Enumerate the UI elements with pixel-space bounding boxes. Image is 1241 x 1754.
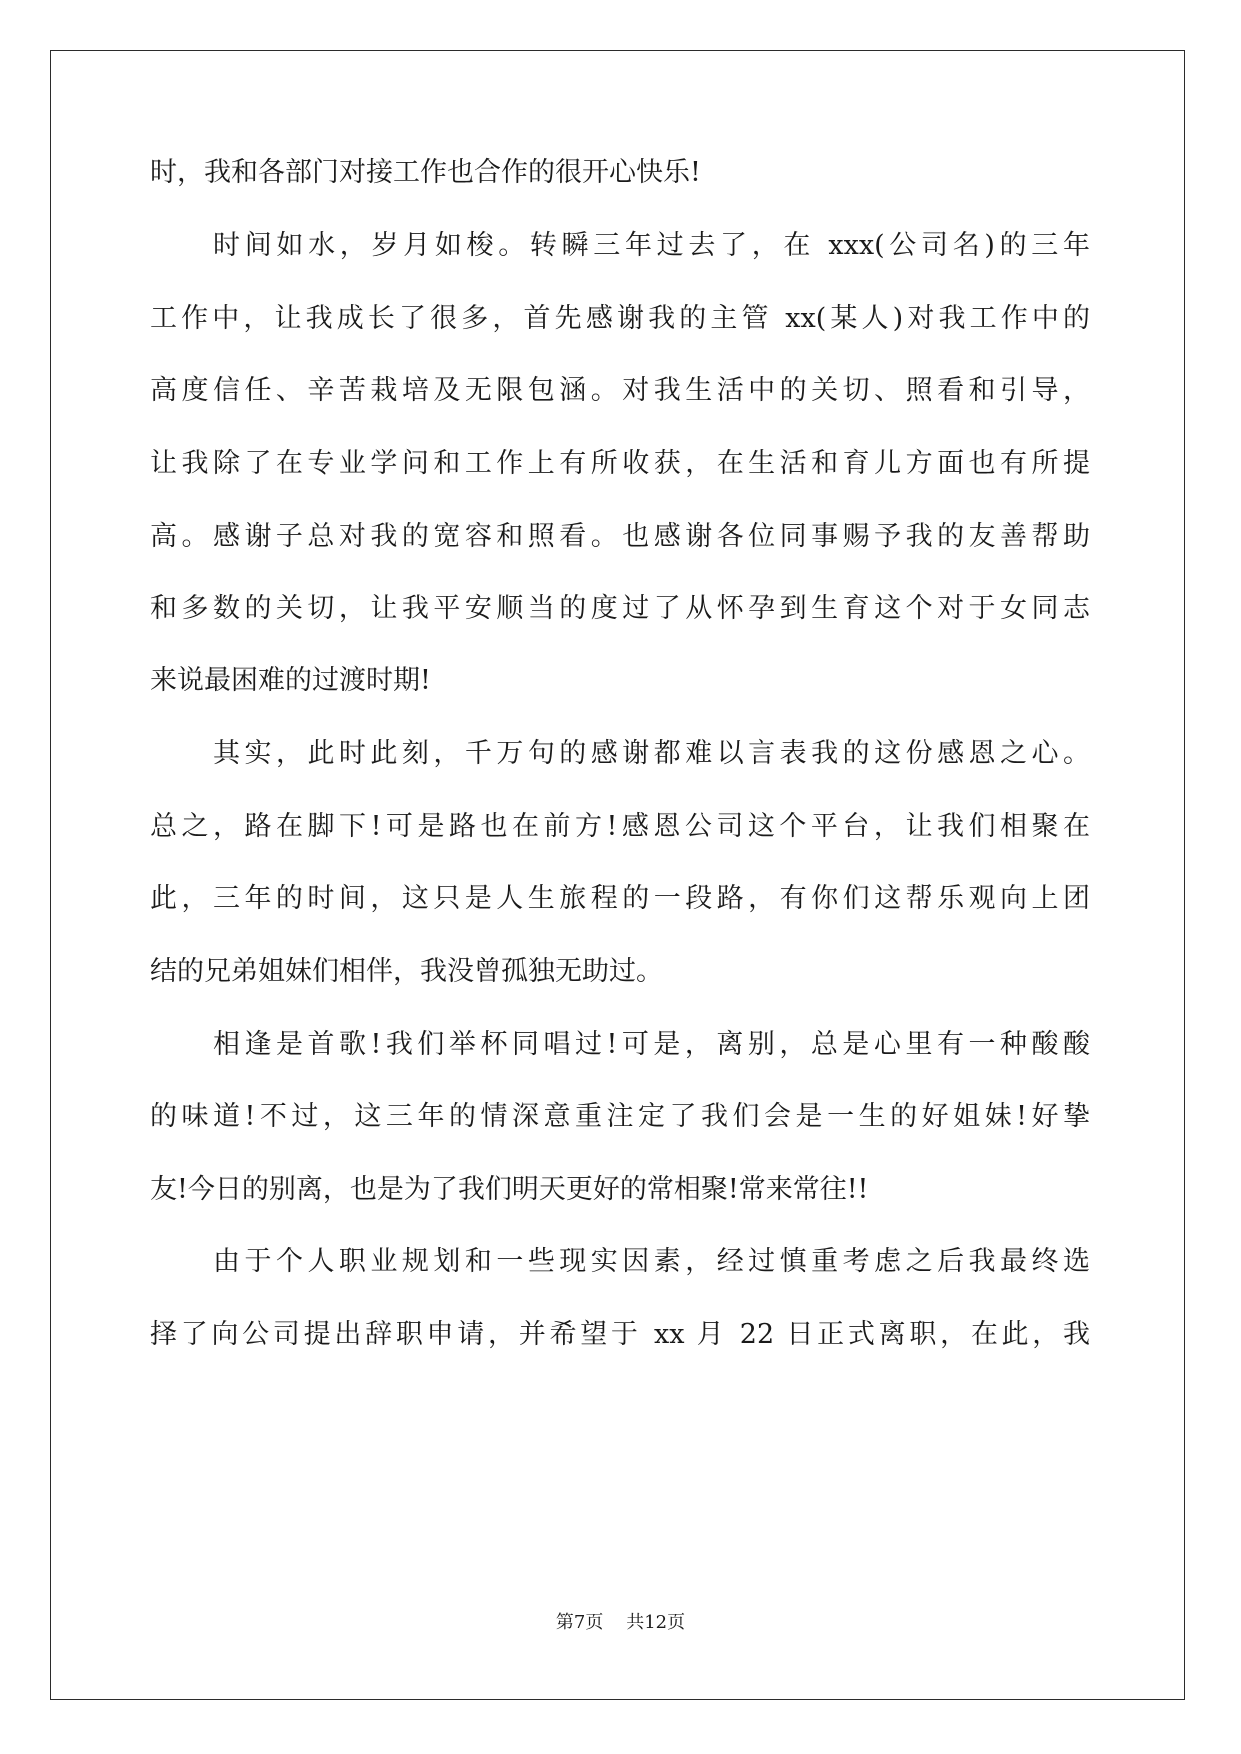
text-line: 让我除了在专业学问和工作上有所收获，在生活和育儿方面也有所提 <box>150 448 1090 479</box>
text-line: 来说最困难的过渡时期! <box>150 665 431 696</box>
text-line: 择了向公司提出辞职申请，并希望于 xx 月 22 日正式离职，在此，我 <box>150 1319 1090 1350</box>
text-line: 结的兄弟姐妹们相伴，我没曾孤独无助过。 <box>150 956 663 987</box>
text-line: 高。感谢子总对我的宽容和照看。也感谢各位同事赐予我的友善帮助 <box>150 521 1090 552</box>
paragraph-first-line: 相逢是首歌!我们举杯同唱过!可是，离别，总是心里有一种酸酸 <box>213 1029 1090 1060</box>
paragraph-first-line: 时间如水，岁月如梭。转瞬三年过去了，在 xxx(公司名)的三年 <box>213 230 1090 261</box>
text-line: 和多数的关切，让我平安顺当的度过了从怀孕到生育这个对于女同志 <box>150 593 1090 624</box>
text-line: 高度信任、辛苦栽培及无限包涵。对我生活中的关切、照看和引导， <box>150 375 1090 406</box>
text-line: 工作中，让我成长了很多，首先感谢我的主管 xx(某人)对我工作中的 <box>150 303 1090 334</box>
text-line: 总之，路在脚下!可是路也在前方!感恩公司这个平台，让我们相聚在 <box>150 811 1090 842</box>
text-line: 此，三年的时间，这只是人生旅程的一段路，有你们这帮乐观向上团 <box>150 883 1090 914</box>
paragraph-first-line: 其实，此时此刻，千万句的感谢都难以言表我的这份感恩之心。 <box>213 738 1090 769</box>
text-line: 的味道!不过，这三年的情深意重注定了我们会是一生的好姐妹!好挚 <box>150 1101 1090 1132</box>
paragraph-first-line: 由于个人职业规划和一些现实因素，经过慎重考虑之后我最终选 <box>213 1246 1090 1277</box>
text-line: 友!今日的别离，也是为了我们明天更好的常相聚!常来常往!! <box>150 1174 869 1205</box>
page-number-footer: 第7页 共12页 <box>555 1612 686 1633</box>
text-line: 时，我和各部门对接工作也合作的很开心快乐! <box>150 157 701 188</box>
page-border <box>50 50 1185 1700</box>
